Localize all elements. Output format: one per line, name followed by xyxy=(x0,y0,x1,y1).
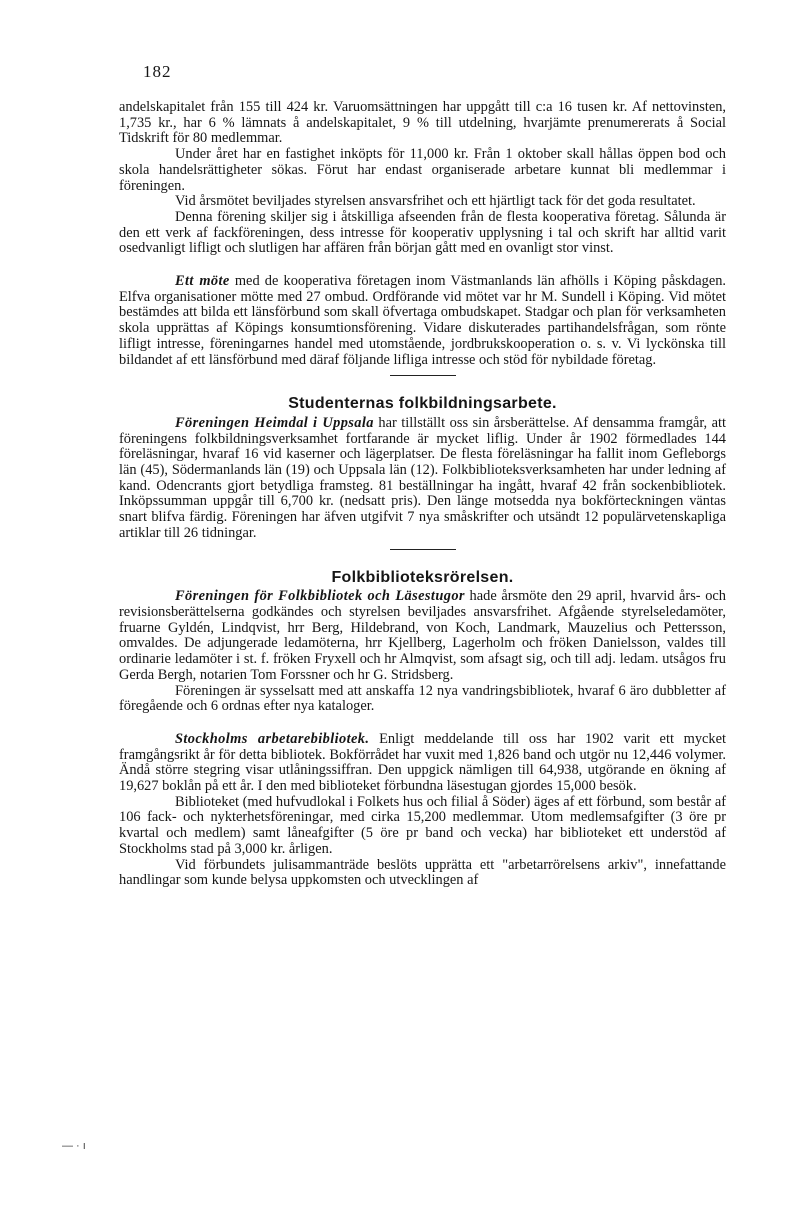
paragraph-forening-skiljer: Denna förening skiljer sig i åtskilliga afseenden från de flesta kooperativa företag. Sålunda är den ett verk af fackföreningen, dess intresse för kooperativ upplysning i tal och skrift har alltid varit osedvanligt lifligt och slutligen har affären från början gått med en ovanligt stor vinst. xyxy=(119,208,726,257)
paragraph-ett-mote xyxy=(119,274,726,368)
lead-ett-mote: Ett möte xyxy=(175,273,230,290)
paragraph-arsmote: Vid årsmötet beviljades styrelsen ansvarsfrihet och ett hjärtligt tack för det goda resultatet. xyxy=(175,193,696,210)
paragraph-fastighet: Under året har en fastighet inköpts för 11,000 kr. Från 1 oktober skall hållas öppen bod och skola handelsrättigheter sökas. Förut har endast organiserade arbetare kunnat bli medlemmar i föreningen. xyxy=(119,146,726,194)
text-ett-mote: med de kooperativa företagen inom Västmanlands län afhölls i Köping påskdagen. Elfva organisationer mötte med 27 ombud. Ordförande vid mötet var hr M. Sundell i Köping. Vid mötet bestämdes att bilda ett länsförbund som skall öfvertaga ombudskapet. Stadgar och plan för verksamheten skola upprättas af Köpings konsumtionsförening. Vidare diskuterades partihandelsfrågan, som rönte lifligt intresse, föreningarnes handel med utomstående, jordbrukskooperation o. s. v. Vi lyckönska till bildandet af ett länsförbund med däraf följande lifliga intresse och stöd för nybildade företag. xyxy=(119,273,727,368)
paragraph-heimdal xyxy=(119,416,726,542)
text-heimdal: har tillställt oss sin årsberättelse. Af densamma framgår, att föreningens folkbildningsverksamhet fortfarande är mycket liflig. Under år 1902 förmedlades 144 föreläsningar, hvaraf 16 vid kaserner och lägerplatser. De flesta föreläsningar ha fallit inom Gefleborgs län (45), Södermanlands län (19) och Uppsala län (12). Folkbiblioteksverksamheten har under ledning af kand. Odencrants gjort betydliga framsteg. 81 beställningar ha ingått, hvaraf 42 från sockenbibliotek. Inköpssumman uppgår till 6,700 kr. (nedsatt pris). Den länge motsedda nya bokförteckningen väntas snart blifva färdig. Föreningen har äfven utgifvit 7 nya småskrifter och utsändt 12 populärvetenskapliga artiklar till 26 tidningar. xyxy=(119,414,726,541)
heading-studenternas: Studenternas folkbildningsarbete. xyxy=(288,395,557,413)
text-arbetarebibliotek: Enligt meddelande till oss har 1902 varit ett mycket framgångsrikt år för detta bibliotek. Bokförrådet har vuxit med 1,826 band och utgör nu 12,446 volymer. Ändå större stegring visar utlåningssiffran. Den uppgick nämligen till 64,938, utgörande en ökning af 19,627 boklån på ett år. I den med biblioteket förbundna läsestugan gjordes 15,000 besök. xyxy=(119,730,726,795)
lead-arbetarebibliotek: Stockholms arbetarebibliotek. xyxy=(175,730,370,747)
paragraph-julisammantrade: Vid förbundets julisammanträde beslöts upprätta ett "arbetarrörelsens arkiv", innefattande handlingar som kunde belysa uppkomsten och utvecklingen af xyxy=(119,856,726,889)
section-divider xyxy=(390,375,456,376)
paragraph-andelskapital: andelskapitalet från 155 till 424 kr. Varuomsättningen har uppgått till c:a 16 tusen kr. Af nettovinsten, 1,735 kr., har 6 % lämnats å andelskapitalet, 9 % till utdelning, hvarjämte prenumererats å Social Tidskrift för 80 medlemmar. xyxy=(119,99,726,147)
lead-forening-folkbibliotek: Föreningen för Folkbibliotek och Läsestugor xyxy=(175,588,465,605)
text-column xyxy=(119,100,726,889)
margin-mark: — · ı xyxy=(62,1140,86,1152)
paragraph-forening-folkbibliotek xyxy=(119,589,726,683)
paragraph-arbetarebibliotek xyxy=(119,732,726,795)
paragraph-biblioteket-forbund: Biblioteket (med hufvudlokal i Folkets hus och filial å Söder) äges af ett förbund, som består af 106 fack- och nykterhetsföreningar, med cirka 15,200 medlemmar. Utom medlemsafgifter (3 öre pr kvartal och medlem) samt låneafgifter (5 öre pr band och vecka) har biblioteket ett understöd af Stockholms stad på 3,000 kr. årligen. xyxy=(119,793,726,857)
text-forening-folkbibliotek: hade årsmöte den 29 april, hvarvid års- och revisionsberättelserna godkändes och styrelsen beviljades ansvarsfrihet. Afgående styrelseledamöter, fruarne Gyldén, Lindqvist, hrr Berg, Hildebrand, von Koch, Landmark, Mauzelius och Pettersson, omvaldes. De adjungerade ledamöterna, hrr Kjellberg, Lagerholm och fröken Danielsson, valdes till ordinarie ledamöter i st. f. fröken Fryxell och hr Almqvist, som afsagt sig, och till adj. ledam. utsågos fru Gerda Bergh, notarien Tom Forssner och hr G. Stridsberg. xyxy=(119,588,726,683)
page-number: 182 xyxy=(143,62,172,81)
heading-folkbiblioteksrorelsen: Folkbiblioteksrörelsen. xyxy=(331,568,514,586)
lead-heimdal: Föreningen Heimdal i Uppsala xyxy=(175,414,374,431)
paragraph-vandringsbibliotek: Föreningen är sysselsatt med att anskaffa 12 nya vandringsbibliotek, hvaraf 6 äro dubbletter af föregående och 6 ordnas efter nya kataloger. xyxy=(119,682,726,715)
section-divider xyxy=(390,549,456,550)
